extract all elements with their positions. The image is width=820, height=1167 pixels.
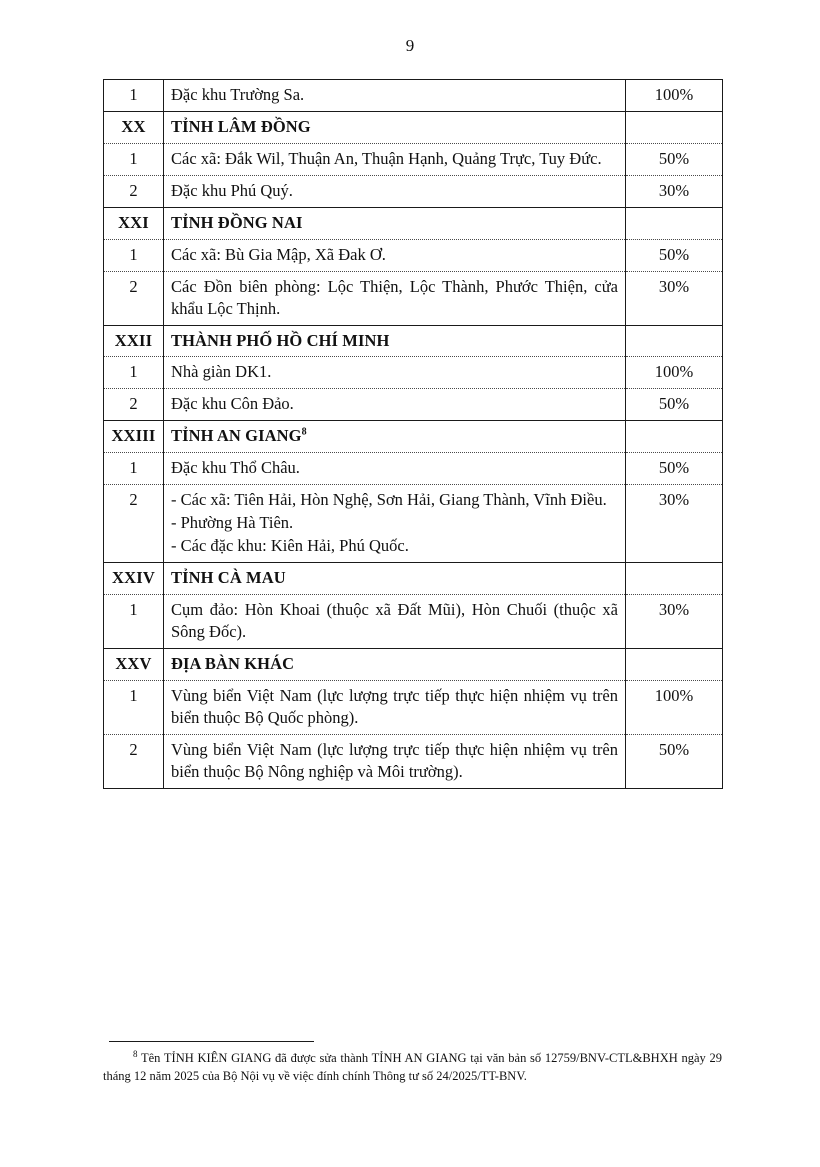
footnote-separator [109, 1041, 314, 1042]
table-row [104, 207, 723, 239]
province-heading [164, 111, 626, 143]
allowance-table-body [104, 80, 723, 789]
province-heading [164, 325, 626, 357]
row-description [164, 357, 626, 389]
footnote-marker: 8 [133, 1048, 138, 1059]
row-index: 1 [104, 80, 164, 112]
page-number: 9 [405, 36, 415, 55]
row-description [164, 389, 626, 421]
row-percent: 100% [626, 357, 723, 389]
table-row [104, 680, 723, 734]
province-heading [164, 421, 626, 453]
row-description [164, 175, 626, 207]
description-line: Đặc khu Côn Đảo. [171, 394, 294, 414]
description-line: - Các xã: Tiên Hải, Hòn Nghệ, Sơn Hải, Giang Thành, Vĩnh Điều. [171, 490, 607, 510]
row-index: 1 [104, 239, 164, 271]
row-percent [626, 111, 723, 143]
row-description [164, 453, 626, 485]
allowance-table [103, 79, 723, 789]
row-percent [626, 207, 723, 239]
row-description [164, 485, 626, 563]
province-heading [164, 207, 626, 239]
row-index: 2 [104, 175, 164, 207]
row-index: 1 [104, 680, 164, 734]
table-row [104, 563, 723, 595]
row-description [164, 271, 626, 325]
row-percent: 30% [626, 594, 723, 648]
table-row [104, 325, 723, 357]
allowance-table-container [103, 79, 722, 789]
row-roman-index: XXIV [104, 563, 164, 595]
row-roman-index: XXIII [104, 421, 164, 453]
row-roman-index: XX [104, 111, 164, 143]
table-row [104, 389, 723, 421]
table-row [104, 239, 723, 271]
row-percent: 30% [626, 271, 723, 325]
footnote-block [103, 1041, 722, 1085]
description-line: TỈNH ĐỒNG NAI [171, 212, 303, 232]
description-line: Nhà giàn DK1. [171, 362, 272, 382]
row-description [164, 734, 626, 788]
table-row [104, 80, 723, 112]
description-line: ĐỊA BÀN KHÁC [171, 653, 295, 673]
table-row [104, 453, 723, 485]
row-index: 2 [104, 389, 164, 421]
table-row [104, 485, 723, 563]
description-line: Cụm đảo: Hòn Khoai (thuộc xã Đất Mũi), Hòn Chuối (thuộc xã Sông Đốc). [171, 599, 618, 641]
row-roman-index: XXI [104, 207, 164, 239]
row-roman-index: XXII [104, 325, 164, 357]
row-percent: 30% [626, 175, 723, 207]
footnote-text [103, 1049, 722, 1085]
heading-footnote-marker: 8 [301, 426, 307, 438]
description-line: Các xã: Bù Gia Mập, Xã Đak Ơ. [171, 244, 386, 264]
row-index: 2 [104, 485, 164, 563]
row-percent: 30% [626, 485, 723, 563]
description-line: - Phường Hà Tiên. [171, 513, 294, 533]
province-heading [164, 648, 626, 680]
table-row [104, 111, 723, 143]
row-index: 2 [104, 734, 164, 788]
row-percent [626, 325, 723, 357]
description-line: Các xã: Đắk Wil, Thuận An, Thuận Hạnh, Quảng Trực, Tuy Đức. [171, 148, 602, 168]
description-line: Đặc khu Thổ Châu. [171, 458, 300, 478]
table-row [104, 594, 723, 648]
row-percent: 100% [626, 680, 723, 734]
row-percent: 50% [626, 453, 723, 485]
description-line: TỈNH LÂM ĐỒNG [171, 116, 311, 136]
row-percent: 50% [626, 734, 723, 788]
description-line: Đặc khu Phú Quý. [171, 180, 293, 200]
description-line: Các Đồn biên phòng: Lộc Thiện, Lộc Thành, Phước Thiện, cửa khẩu Lộc Thịnh. [171, 276, 618, 318]
row-index: 1 [104, 357, 164, 389]
row-description [164, 680, 626, 734]
row-percent [626, 648, 723, 680]
table-row [104, 648, 723, 680]
description-line: THÀNH PHỐ HỒ CHÍ MINH [171, 330, 390, 350]
description-line: TỈNH AN GIANG$^8$ [171, 426, 307, 446]
row-description [164, 239, 626, 271]
row-description [164, 594, 626, 648]
row-percent: 50% [626, 143, 723, 175]
table-row [104, 175, 723, 207]
row-description [164, 80, 626, 112]
table-row [104, 357, 723, 389]
row-index: 2 [104, 271, 164, 325]
row-percent: 100% [626, 80, 723, 112]
row-index: 1 [104, 453, 164, 485]
description-line: Vùng biển Việt Nam (lực lượng trực tiếp thực hiện nhiệm vụ trên biển thuộc Bộ Quốc phòng). [171, 685, 618, 727]
description-line: Vùng biển Việt Nam (lực lượng trực tiếp thực hiện nhiệm vụ trên biển thuộc Bộ Nông nghiệp và Môi trường). [171, 739, 618, 781]
row-percent: 50% [626, 239, 723, 271]
row-roman-index: XXV [104, 648, 164, 680]
table-row [104, 143, 723, 175]
description-line: TỈNH CÀ MAU [171, 568, 286, 587]
row-index: 1 [104, 143, 164, 175]
footnote-body: Tên TỈNH KIÊN GIANG đã được sửa thành TỈNH AN GIANG tại văn bản số 12759/BNV-CTL&BHXH ngày 29 tháng 12 năm 2025 của Bộ Nội vụ về việc đính chính Thông tư số 24/2025/TT-BNV. [103, 1051, 722, 1084]
table-row [104, 271, 723, 325]
description-line: - Các đặc khu: Kiên Hải, Phú Quốc. [171, 536, 409, 556]
row-percent [626, 563, 723, 595]
table-row [104, 421, 723, 453]
province-heading [164, 563, 626, 595]
description-line: Đặc khu Trường Sa. [171, 85, 305, 104]
row-index: 1 [104, 594, 164, 648]
row-description [164, 143, 626, 175]
row-percent [626, 421, 723, 453]
row-percent: 50% [626, 389, 723, 421]
table-row [104, 734, 723, 788]
